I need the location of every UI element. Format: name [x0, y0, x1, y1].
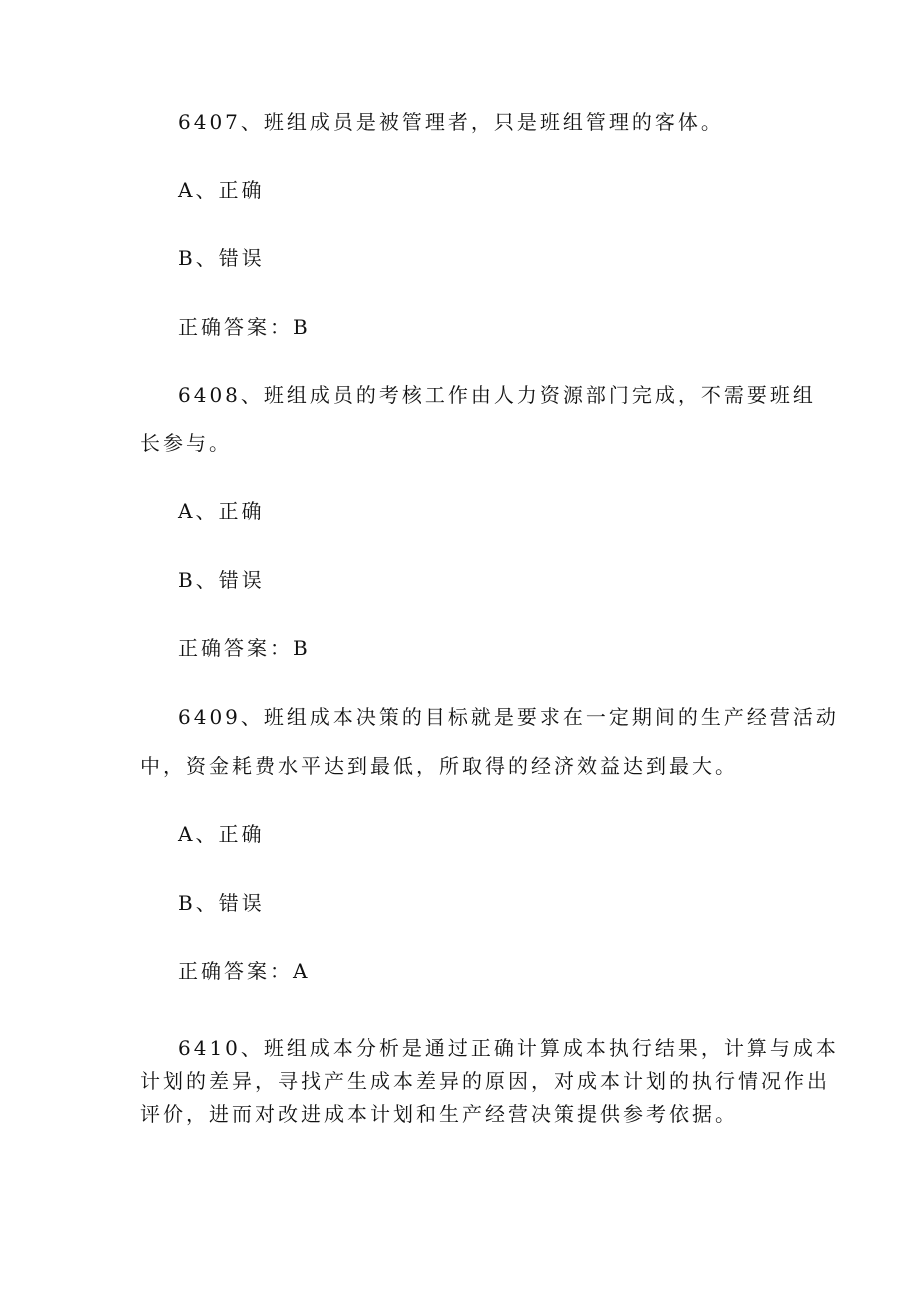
- question-6409-option-b: B、错误: [178, 891, 265, 915]
- question-6408-text-line2: 长参与。: [140, 431, 232, 455]
- question-6407-text: 6407、班组成员是被管理者，只是班组管理的客体。: [178, 110, 724, 134]
- question-6407-option-a: A、正确: [178, 178, 265, 202]
- question-6410-text-line1: 6410、班组成本分析是通过正确计算成本执行结果，计算与成本: [178, 1036, 839, 1060]
- question-6409-text-line1: 6409、班组成本决策的目标就是要求在一定期间的生产经营活动: [178, 705, 839, 729]
- question-6408-option-a: A、正确: [178, 499, 265, 523]
- question-6407-answer: 正确答案：B: [178, 315, 311, 339]
- question-6410-text-line2: 计划的差异，寻找产生成本差异的原因，对成本计划的执行情况作出: [140, 1069, 830, 1093]
- question-6409-option-a: A、正确: [178, 822, 265, 846]
- question-6409-text-line2: 中，资金耗费水平达到最低，所取得的经济效益达到最大。: [140, 754, 738, 778]
- question-6410-text-line3: 评价，进而对改进成本计划和生产经营决策提供参考依据。: [140, 1102, 738, 1126]
- question-6408-answer: 正确答案：B: [178, 636, 311, 660]
- question-6408-option-b: B、错误: [178, 568, 265, 592]
- question-6409-answer: 正确答案：A: [178, 959, 311, 983]
- question-6408-text-line1: 6408、班组成员的考核工作由人力资源部门完成，不需要班组: [178, 383, 816, 407]
- question-6407-option-b: B、错误: [178, 246, 265, 270]
